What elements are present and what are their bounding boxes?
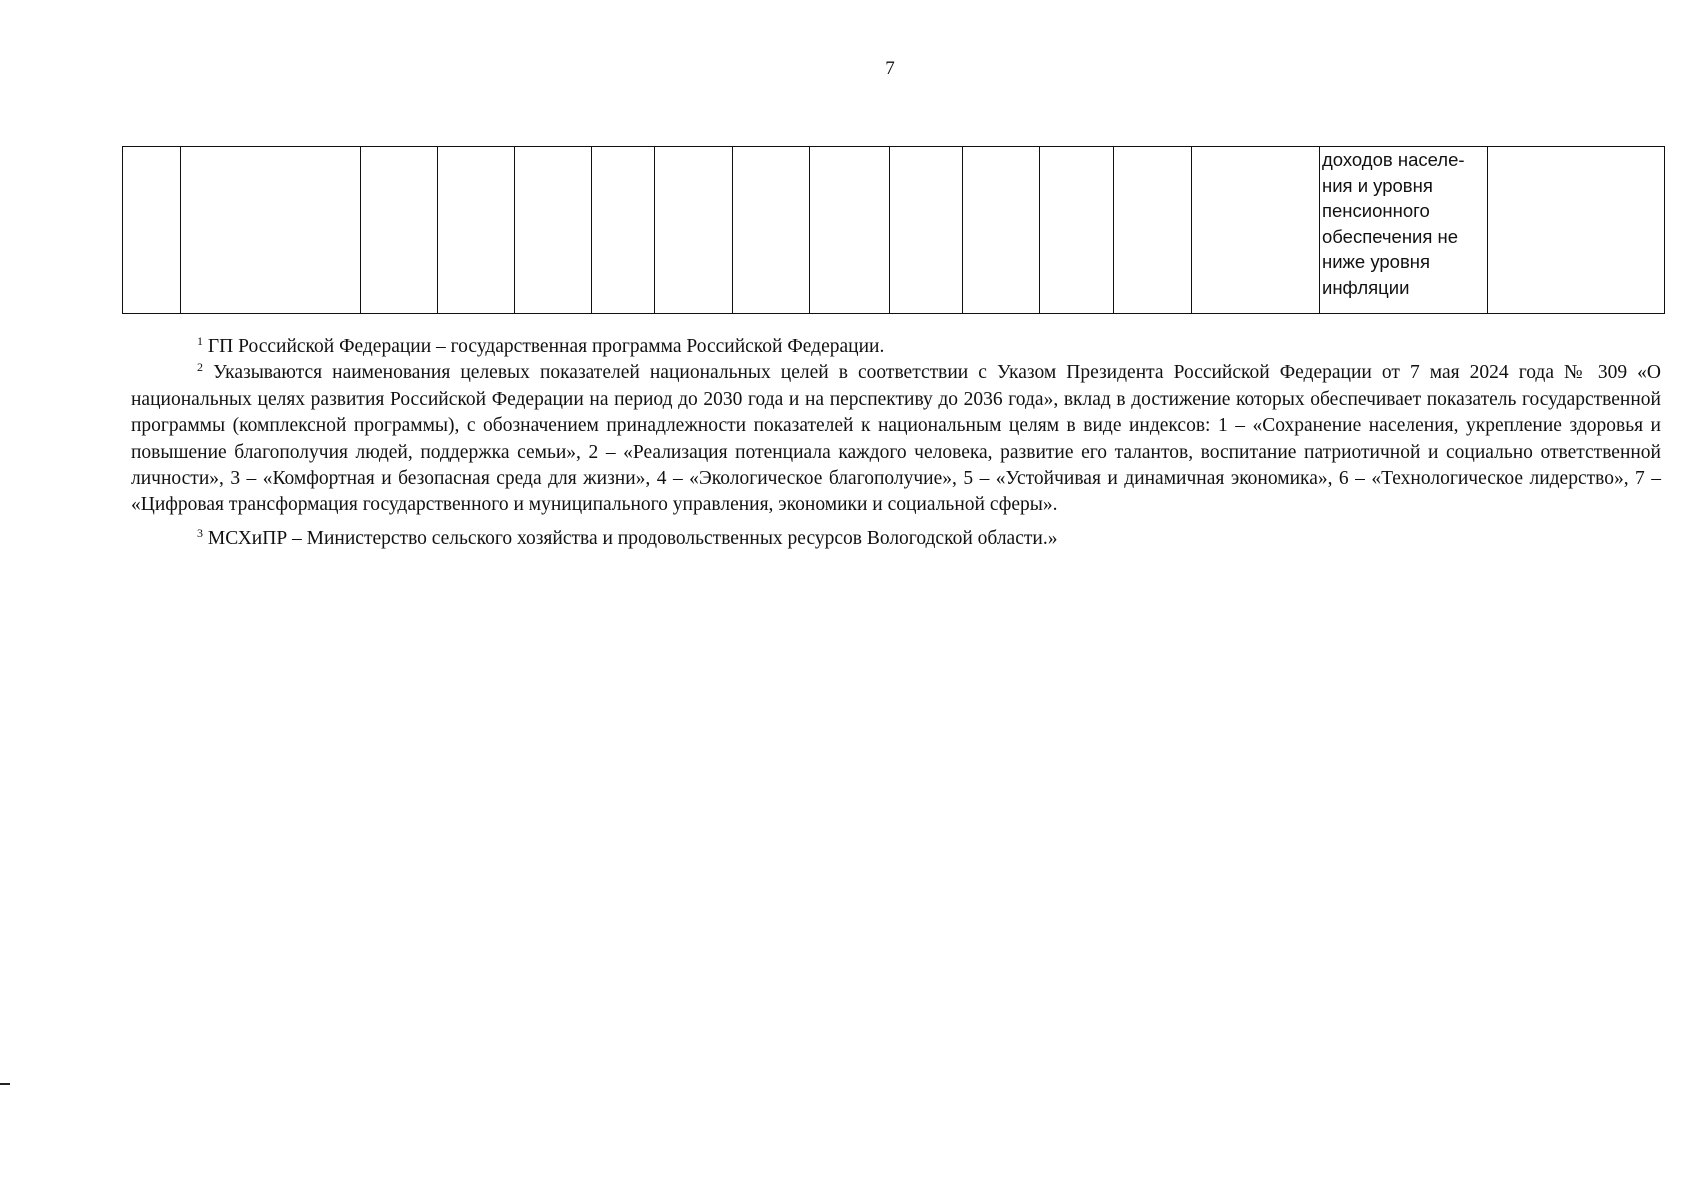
table-cell xyxy=(123,147,181,314)
table-cell xyxy=(1114,147,1192,314)
table-cell xyxy=(733,147,810,314)
scan-edge-mark xyxy=(0,1083,10,1085)
table-cell xyxy=(181,147,361,314)
table-continuation xyxy=(122,146,1665,314)
footnote-marker: 1 xyxy=(197,334,203,348)
table-cell xyxy=(1488,147,1665,314)
footnote-2 xyxy=(131,360,1661,518)
page-number: 7 xyxy=(885,58,895,79)
footnote-marker: 2 xyxy=(197,360,203,375)
table-cell xyxy=(1040,147,1114,314)
table-cell xyxy=(592,147,655,314)
footnote-text: Указываются наименования целевых показателей национальных целей в соответствии с Указом Президента Российской Федерации от 7 мая 2024 года № 309 «О национальных целях развития Российской Федерации на период до 2030 года и на перспективу до 2036 года», вклад в достижение которых обеспечивает показатель государственной программы (комплексной программы), с обозначением принадлежности показателей к национальным целям в виде индексов: 1 – «Сохранение населения, укрепление здоровья и повышение благополучия людей, поддержка семьи», 2 – «Реализация потенциала каждого человека, развитие его талантов, воспитание патриотичной и социально ответственной личности», 3 – «Комфортная и безопасная среда для жизни», 4 – «Экологическое благополучие», 5 – «Устойчивая и динамичная экономика», 6 – «Технологическое лидерство», 7 – «Цифровая трансформация государственного и муниципального управления, экономики и социальной сферы». xyxy=(131,362,1661,516)
table-cell xyxy=(1192,147,1320,314)
footnote-marker: 3 xyxy=(197,525,203,540)
table-cell xyxy=(890,147,963,314)
table-row xyxy=(123,147,1665,314)
table-cell xyxy=(810,147,890,314)
table-cell xyxy=(963,147,1040,314)
table-cell xyxy=(655,147,733,314)
footnote-1 xyxy=(131,334,1661,360)
table-cell xyxy=(438,147,515,314)
footnote-text: МСХиПР – Министерство сельского хозяйства и продовольственных ресурсов Вологодской области.» xyxy=(207,527,1058,549)
goal-description-cell: доходов населе- ния и уровня пенсионного обеспечения не ниже уровня инфляции xyxy=(1320,147,1488,314)
footnote-text: ГП Российской Федерации – государственная программа Российской Федерации. xyxy=(207,336,885,357)
footnotes xyxy=(131,334,1661,552)
table-cell xyxy=(515,147,592,314)
table-cell xyxy=(361,147,438,314)
footnote-3 xyxy=(131,526,1661,552)
